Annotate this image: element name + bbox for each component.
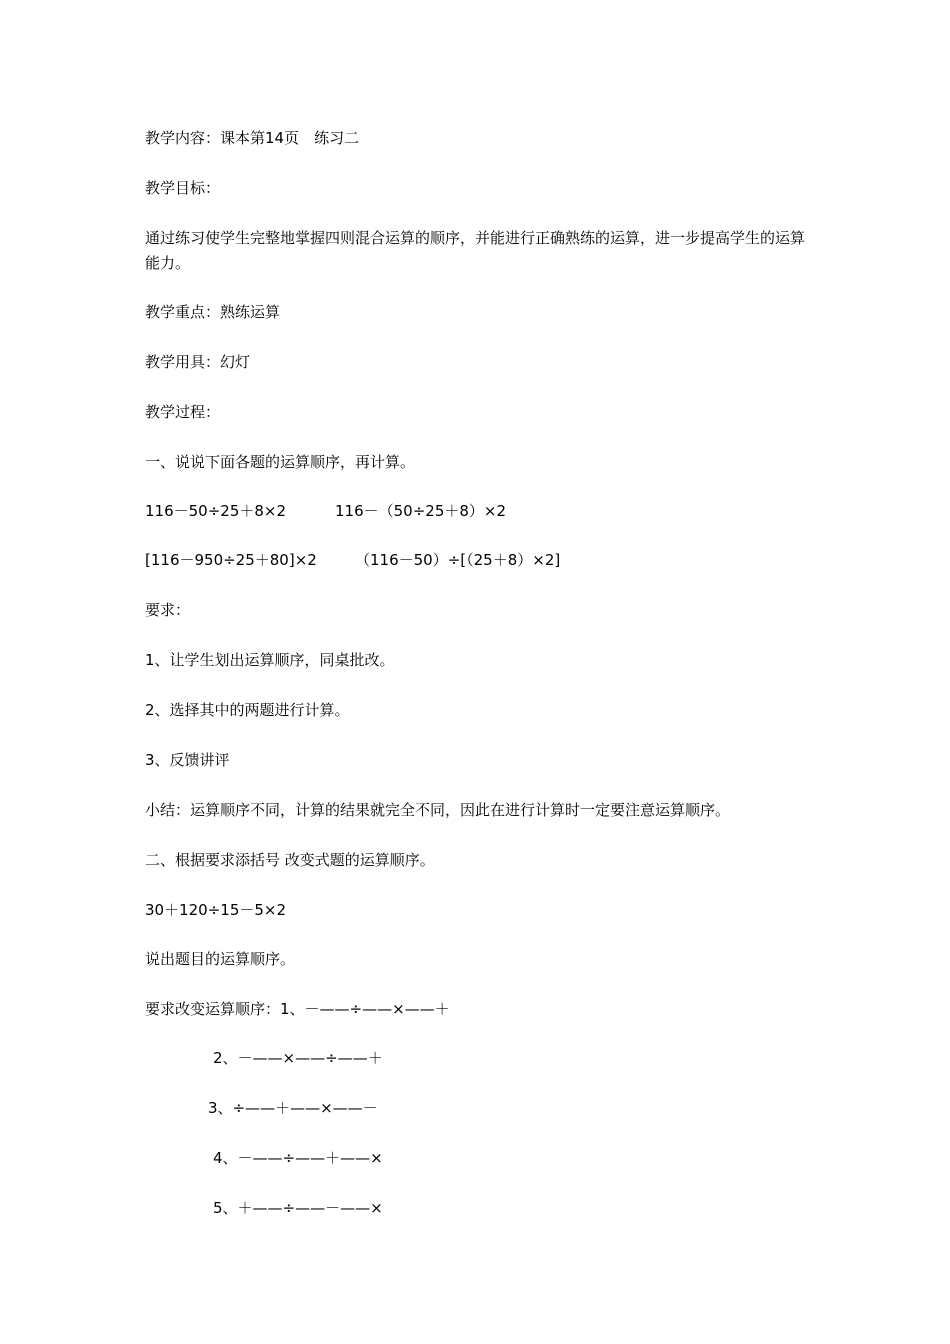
teaching-goal-text: 通过练习使学生完整地掌握四则混合运算的顺序，并能进行正确熟练的运算，进一步提高学生的运算能力。 (145, 229, 806, 272)
requirement-item: 3、反馈讲评 (145, 751, 230, 769)
teaching-tools: 教学用具：幻灯 (145, 353, 251, 371)
change-order-2: 2、－——×——÷——＋ (213, 1049, 383, 1067)
change-order-1: 要求改变运算顺序：1、－——÷——×——＋ (145, 1000, 450, 1018)
teaching-goal-heading: 教学目标： (145, 179, 221, 197)
section2-say-order: 说出题目的运算顺序。 (145, 950, 296, 968)
teaching-key-point: 教学重点：熟练运算 (145, 303, 281, 321)
expression-2b: （116－50）÷[（25＋8）×2] (355, 551, 561, 569)
teaching-content: 教学内容：课本第14页 练习二 (145, 129, 360, 147)
summary-text: 小结：运算顺序不同，计算的结果就完全不同，因此在进行计算时一定要注意运算顺序。 (145, 801, 731, 819)
change-order-4: 4、－——÷——＋——× (213, 1149, 383, 1167)
expression-row-1 (145, 499, 810, 524)
teaching-process-heading: 教学过程： (145, 403, 221, 421)
section2-expression: 30＋120÷15－5×2 (145, 901, 287, 919)
section1-title: 一、说说下面各题的运算顺序，再计算。 (145, 453, 416, 471)
change-order-5: 5、＋——÷——－——× (213, 1199, 383, 1217)
expression-2a: [116－950÷25＋80]×2 (145, 551, 317, 569)
requirement-item: 1、让学生划出运算顺序，同桌批改。 (145, 651, 395, 669)
requirement-item: 2、选择其中的两题进行计算。 (145, 701, 350, 719)
expression-1a: 116－50÷25＋8×2 (145, 502, 287, 520)
expression-row-2 (145, 548, 810, 573)
change-order-3: 3、÷——＋——×——－ (208, 1099, 378, 1117)
expression-1b: 116－（50÷25＋8）×2 (335, 502, 507, 520)
requirement-heading: 要求： (145, 601, 191, 619)
section2-title: 二、根据要求添括号 改变式题的运算顺序。 (145, 851, 435, 869)
